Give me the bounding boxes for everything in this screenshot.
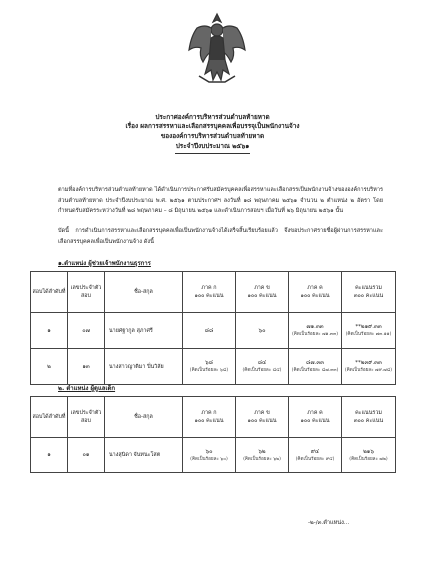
header-part-c: ภาค ค ๑๐๐ คะแนน	[289, 272, 342, 313]
garuda-emblem-icon	[185, 10, 249, 88]
header-exam-no: เลขประจำตัวสอบ	[68, 272, 105, 313]
result-paragraph: บัดนี้ การดำเนินการสรรหาและเลือกสรรบุคคลเพื่อเป็นพนักงานจ้างได้เสร็จสิ้นเรียบร้อยแล้ว จึงขอประกาศรายชื่อผู้ผ่านการสรรหาและเลือกสรรบุคคลเพื่อเป็นพนักงานจ้าง ดังนี้	[58, 228, 383, 245]
announcement-subject: เรื่อง ผลการสรรหาและเลือกสรรบุคคลเพื่อบรรจุเป็นพนักงานจ้าง	[125, 122, 300, 130]
table-header-row	[31, 272, 396, 313]
header-total: คะแนนรวม ๓๐๐ คะแนน	[342, 272, 396, 313]
table-row: ๑ ๐๑ นางสุนิดา จันทนะโสต ๖๐ (คิดเป็นร้อยละ ๖๐) ๖๒ (คิดเป็นร้อยละ ๖๒) ๙๔ (คิดเป็นร้อยละ ๙๔) ๒๑๖ (คิดเป็นร้อยละ ๗๒)	[31, 438, 396, 473]
header-rank: สอบได้ลำดับที่	[31, 272, 68, 313]
header-part-b: ภาค ข ๑๐๐ คะแนน	[236, 397, 289, 438]
fiscal-year-line: ประจำปีงบประมาณ ๒๕๖๑	[175, 142, 250, 150]
header-part-b: ภาค ข ๑๐๐ คะแนน	[236, 272, 289, 313]
table-header-row	[31, 397, 396, 438]
continuation-marker: -๒-/๓.ตำแหน่ง...	[308, 520, 350, 526]
header-divider	[175, 153, 250, 154]
header-exam-no: เลขประจำตัวสอบ	[68, 397, 105, 438]
header-part-c: ภาค ค ๑๐๐ คะแนน	[289, 397, 342, 438]
header-name: ชื่อ-สกุล	[105, 272, 183, 313]
results-table-caregiver	[30, 396, 396, 473]
header-part-a: ภาค ก ๑๐๐ คะแนน	[183, 397, 236, 438]
table-row: ๑ ๐๗ นายศฐากูล สุภาศรี ๘๘ ๖๐ ๗๑.๓๓ (คิดเป็นร้อยละ ๗๑.๓๓) **๒๑๙.๓๓ (คิดเป็นร้อยละ ๗๓.๑๑)	[31, 313, 396, 349]
header-part-a: ภาค ก ๑๐๐ คะแนน	[183, 272, 236, 313]
table-row: ๒ ๑๓ นางสาวญาติมา ปิ่นวิลัย ๖๘ (คิดเป็นร้อยละ ๖๘) ๘๔ (คิดเป็นร้อยละ ๘๔) ๘๗.๓๓ (คิดเป็นร้อยละ ๘๗.๓๓) **๒๓๙.๓๓ (คิดเป็นร้อยละ ๗๙.๗๘)	[31, 349, 396, 385]
header-total: คะแนนรวม ๓๐๐ คะแนน	[342, 397, 396, 438]
announcement-title: ประกาศองค์การบริหารส่วนตำบลท้ายหาด	[155, 113, 270, 121]
results-table-clerk	[30, 271, 396, 385]
organization-line: ขององค์การบริหารส่วนตำบลท้ายหาด	[160, 132, 265, 140]
header-rank: สอบได้ลำดับที่	[31, 397, 68, 438]
section-title-caregiver: ๒. ตำแหน่ง ผู้ดูแลเด็ก	[58, 385, 116, 392]
header-name: ชื่อ-สกุล	[105, 397, 183, 438]
intro-paragraph: ตามที่องค์การบริหารส่วนตำบลท้ายหาด ได้ดำเนินการประกาศรับสมัครบุคคลเพื่อสรรหาและเลือกสรรเป็นพนักงานจ้างขององค์การบริหารส่วนตำบลท้ายหาด ประจำปีงบประมาณ พ.ศ. ๒๕๖๑ ตามประกาศฯ ลงวันที่ ๑๘ พฤษภาคม ๒๕๖๑ จำนวน ๒ ตำแหน่ง ๒ อัตรา โดยกำหนดรับสมัครระหว่างวันที่ ๒๘ พฤษภาคม – ๘ มิถุนายน ๒๕๖๑ และดำเนินการสอบฯ เมื่อวันที่ ๒๖ มิถุนายน ๒๕๖๑ นั้น	[58, 187, 383, 215]
section-title-clerk: ๑.ตำแหน่ง ผู้ช่วยเจ้าพนักงานธุรการ	[58, 260, 151, 267]
